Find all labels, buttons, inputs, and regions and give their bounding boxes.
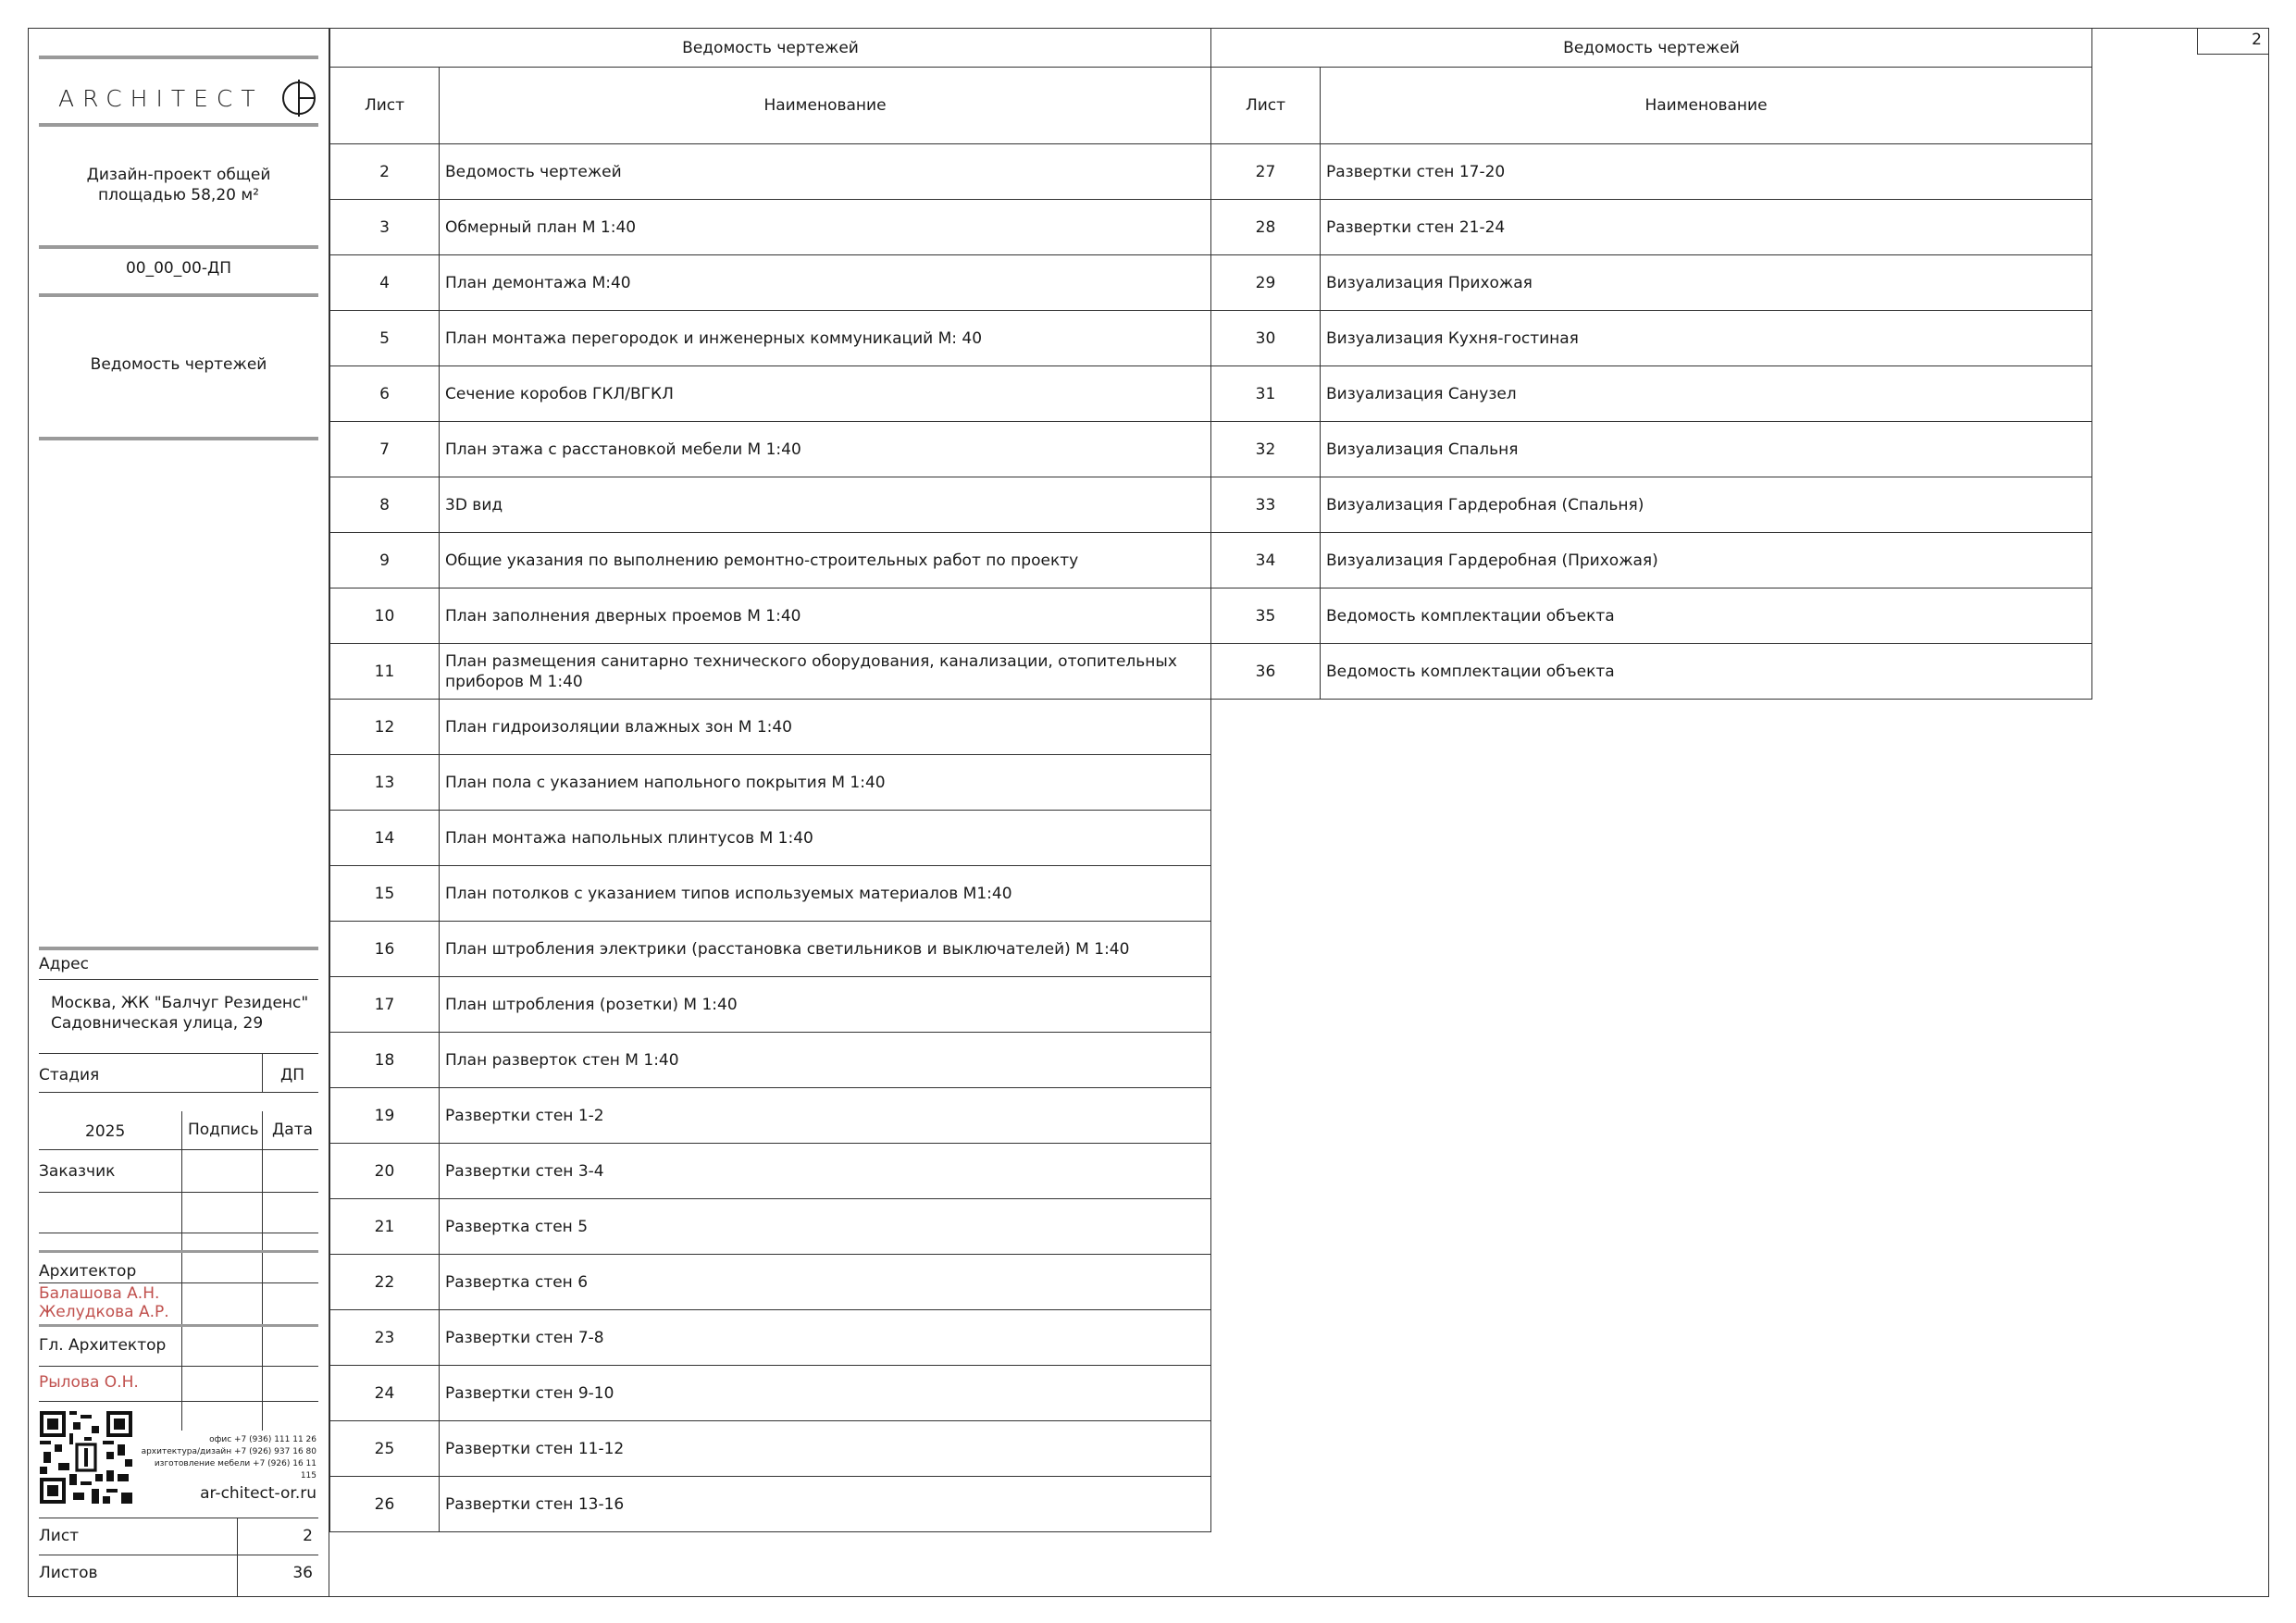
sheet-number: 11 (330, 644, 440, 700)
table-row (1211, 477, 2092, 533)
sheet-name: План монтажа перегородок и инженерных коммуникаций М: 40 (440, 311, 1211, 366)
sheet-name: Сечение коробов ГКЛ/ВГКЛ (440, 366, 1211, 422)
table-row (330, 811, 1211, 866)
table-row (330, 366, 1211, 422)
sheet-name: Визуализация Прихожая (1321, 255, 2092, 311)
divider (39, 123, 318, 127)
table-row (1211, 366, 2092, 422)
table-row (330, 1255, 1211, 1310)
project-code: 00_00_00-ДП (125, 259, 232, 278)
sheet-value: 2 (303, 1527, 313, 1545)
year: 2025 (85, 1122, 126, 1141)
sheet-name: Развертки стен 11-12 (440, 1421, 1211, 1477)
logo-text: ARCHITECT (58, 85, 264, 112)
sheet-name: Развертки стен 17-20 (1321, 144, 2092, 200)
sheet-name: Развертки стен 13-16 (440, 1477, 1211, 1532)
sheet-number: 22 (330, 1255, 440, 1310)
sheet-number: 32 (1211, 422, 1321, 477)
sheet-number: 29 (1211, 255, 1321, 311)
table-row (330, 311, 1211, 366)
sheet-number: 27 (1211, 144, 1321, 200)
architect-name-1: Балашова А.Н. (39, 1284, 160, 1303)
table-caption: Ведомость чертежей (1211, 29, 2092, 68)
sheet-number: 8 (330, 477, 440, 533)
website-link[interactable]: ar-chitect-or.ru (200, 1484, 316, 1503)
sheet-number: 34 (1211, 533, 1321, 588)
sheet-number: 33 (1211, 477, 1321, 533)
sheet-number: 28 (1211, 200, 1321, 255)
table-row (330, 255, 1211, 311)
sheet-number: 31 (1211, 366, 1321, 422)
architect-name-2: Желудкова А.Р. (39, 1303, 169, 1321)
table-row (330, 144, 1211, 200)
sheet-name: Развертки стен 7-8 (440, 1310, 1211, 1366)
table-row (330, 644, 1211, 700)
table-row (330, 922, 1211, 977)
table-row (330, 588, 1211, 644)
table-row (1211, 255, 2092, 311)
sheet-name: Визуализация Спальня (1321, 422, 2092, 477)
sheet-number: 23 (330, 1310, 440, 1366)
sheet-number: 3 (330, 200, 440, 255)
sheet-name: План разверток стен М 1:40 (440, 1033, 1211, 1088)
sheet-name: План потолков с указанием типов используемых материалов М1:40 (440, 866, 1211, 922)
address-line2: Садовническая улица, 29 (51, 1014, 264, 1033)
sheet-name: Визуализация Кухня-гостиная (1321, 311, 2092, 366)
table-row (1211, 533, 2092, 588)
table-row (330, 1421, 1211, 1477)
sheet-name: Визуализация Гардеробная (Прихожая) (1321, 533, 2092, 588)
sheet-number: 26 (330, 1477, 440, 1532)
column-header-name: Наименование (440, 68, 1211, 144)
sheet-name: План заполнения дверных проемов М 1:40 (440, 588, 1211, 644)
sheet-number: 25 (330, 1421, 440, 1477)
sheet-number: 17 (330, 977, 440, 1033)
sheet-name: Развертки стен 21-24 (1321, 200, 2092, 255)
table-row (330, 422, 1211, 477)
table-row (1211, 422, 2092, 477)
table-row (330, 1033, 1211, 1088)
table-row (330, 977, 1211, 1033)
customer-label: Заказчик (39, 1162, 116, 1181)
signature-label: Подпись (188, 1121, 259, 1139)
sheet-number: 13 (330, 755, 440, 811)
table-row (1211, 311, 2092, 366)
date-label: Дата (272, 1121, 314, 1139)
stage-value: ДП (280, 1066, 305, 1084)
sheet-name: План гидроизоляции влажных зон М 1:40 (440, 700, 1211, 755)
table-row (330, 700, 1211, 755)
qr-code-icon (40, 1411, 132, 1504)
divider (39, 245, 318, 249)
table-row (330, 477, 1211, 533)
sheet-name: 3D вид (440, 477, 1211, 533)
sheet-title: Ведомость чертежей (90, 355, 267, 374)
table-row (330, 1310, 1211, 1366)
table-row (330, 533, 1211, 588)
contact-office: офис +7 (936) 111 11 26 (209, 1435, 316, 1444)
sheet-name: План этажа с расстановкой мебели М 1:40 (440, 422, 1211, 477)
sheet-number: 6 (330, 366, 440, 422)
drawings-table-right (1210, 28, 2092, 700)
divider (39, 56, 318, 59)
sheet-number: 14 (330, 811, 440, 866)
column-header-sheet: Лист (330, 68, 440, 144)
chief-architect-label: Гл. Архитектор (39, 1336, 167, 1355)
sheet-number: 36 (1211, 644, 1321, 700)
table-row (330, 1199, 1211, 1255)
address-label: Адрес (39, 955, 89, 973)
sheet-name: План штробления (розетки) М 1:40 (440, 977, 1211, 1033)
table-caption: Ведомость чертежей (330, 29, 1211, 68)
table-row (1211, 588, 2092, 644)
sheet-name: Развертки стен 9-10 (440, 1366, 1211, 1421)
sheet-number: 12 (330, 700, 440, 755)
sheet-number: 21 (330, 1199, 440, 1255)
table-row (1211, 200, 2092, 255)
sheets-value: 36 (292, 1564, 313, 1582)
sheet-name: Общие указания по выполнению ремонтно-строительных работ по проекту (440, 533, 1211, 588)
sheets-label: Листов (39, 1564, 98, 1582)
sheet-number: 9 (330, 533, 440, 588)
sheet-name: Развертка стен 6 (440, 1255, 1211, 1310)
table-row (330, 1088, 1211, 1144)
contact-furniture: изготовление мебели +7 (926) 16 11 115 (154, 1459, 316, 1481)
divider (39, 293, 318, 297)
page-number: 2 (2197, 28, 2269, 55)
sheet-name: План размещения санитарно технического оборудования, канализации, отопительных приборов М 1:40 (440, 644, 1211, 700)
logo (58, 74, 308, 118)
table-row (330, 755, 1211, 811)
sheet-name: План пола с указанием напольного покрытия М 1:40 (440, 755, 1211, 811)
sheet-number: 18 (330, 1033, 440, 1088)
sheet-name: Развертки стен 1-2 (440, 1088, 1211, 1144)
stage-label: Стадия (39, 1066, 100, 1084)
logo-circle-icon (280, 80, 317, 117)
sheet-number: 15 (330, 866, 440, 922)
table-row (330, 866, 1211, 922)
table-row (330, 1144, 1211, 1199)
sheet-name: Ведомость чертежей (440, 144, 1211, 200)
divider (39, 1324, 318, 1327)
address-line1: Москва, ЖК "Балчуг Резиденс" (51, 994, 309, 1012)
sheet-name: Обмерный план М 1:40 (440, 200, 1211, 255)
table-row (330, 1366, 1211, 1421)
sheet-number: 35 (1211, 588, 1321, 644)
sheet-number: 16 (330, 922, 440, 977)
sheet-number: 7 (330, 422, 440, 477)
drawings-table-left (329, 28, 1211, 1532)
divider (39, 437, 318, 440)
sheet-label: Лист (39, 1527, 80, 1545)
architect-label: Архитектор (39, 1262, 137, 1281)
sheet-name: Развертки стен 3-4 (440, 1144, 1211, 1199)
sheet-number: 2 (330, 144, 440, 200)
sheet-number: 4 (330, 255, 440, 311)
chief-architect-name: Рылова О.Н. (39, 1373, 139, 1392)
sheet-name: План демонтажа М:40 (440, 255, 1211, 311)
table-row (330, 200, 1211, 255)
sheet-number: 30 (1211, 311, 1321, 366)
sheet-number: 24 (330, 1366, 440, 1421)
divider (39, 1250, 318, 1253)
table-row (1211, 644, 2092, 700)
sheet-name: План монтажа напольных плинтусов М 1:40 (440, 811, 1211, 866)
sheet-number: 20 (330, 1144, 440, 1199)
sheet-name: Визуализация Гардеробная (Спальня) (1321, 477, 2092, 533)
sheet-name: Ведомость комплектации объекта (1321, 588, 2092, 644)
sheet-name: План штробления электрики (расстановка светильников и выключателей) М 1:40 (440, 922, 1211, 977)
sheet-name: Развертка стен 5 (440, 1199, 1211, 1255)
sheet-name: Ведомость комплектации объекта (1321, 644, 2092, 700)
contact-design: архитектура/дизайн +7 (926) 937 16 80 (141, 1447, 316, 1456)
sheet-number: 5 (330, 311, 440, 366)
project-title: Дизайн-проект общей площадью 58,20 м² (86, 166, 271, 204)
sheet-number: 19 (330, 1088, 440, 1144)
sheet-name: Визуализация Санузел (1321, 366, 2092, 422)
contact-lines (139, 1434, 316, 1482)
sheet-number: 10 (330, 588, 440, 644)
divider (39, 947, 318, 950)
title-block (28, 28, 329, 1597)
column-header-name: Наименование (1321, 68, 2092, 144)
table-row (330, 1477, 1211, 1532)
column-header-sheet: Лист (1211, 68, 1321, 144)
table-row (1211, 144, 2092, 200)
